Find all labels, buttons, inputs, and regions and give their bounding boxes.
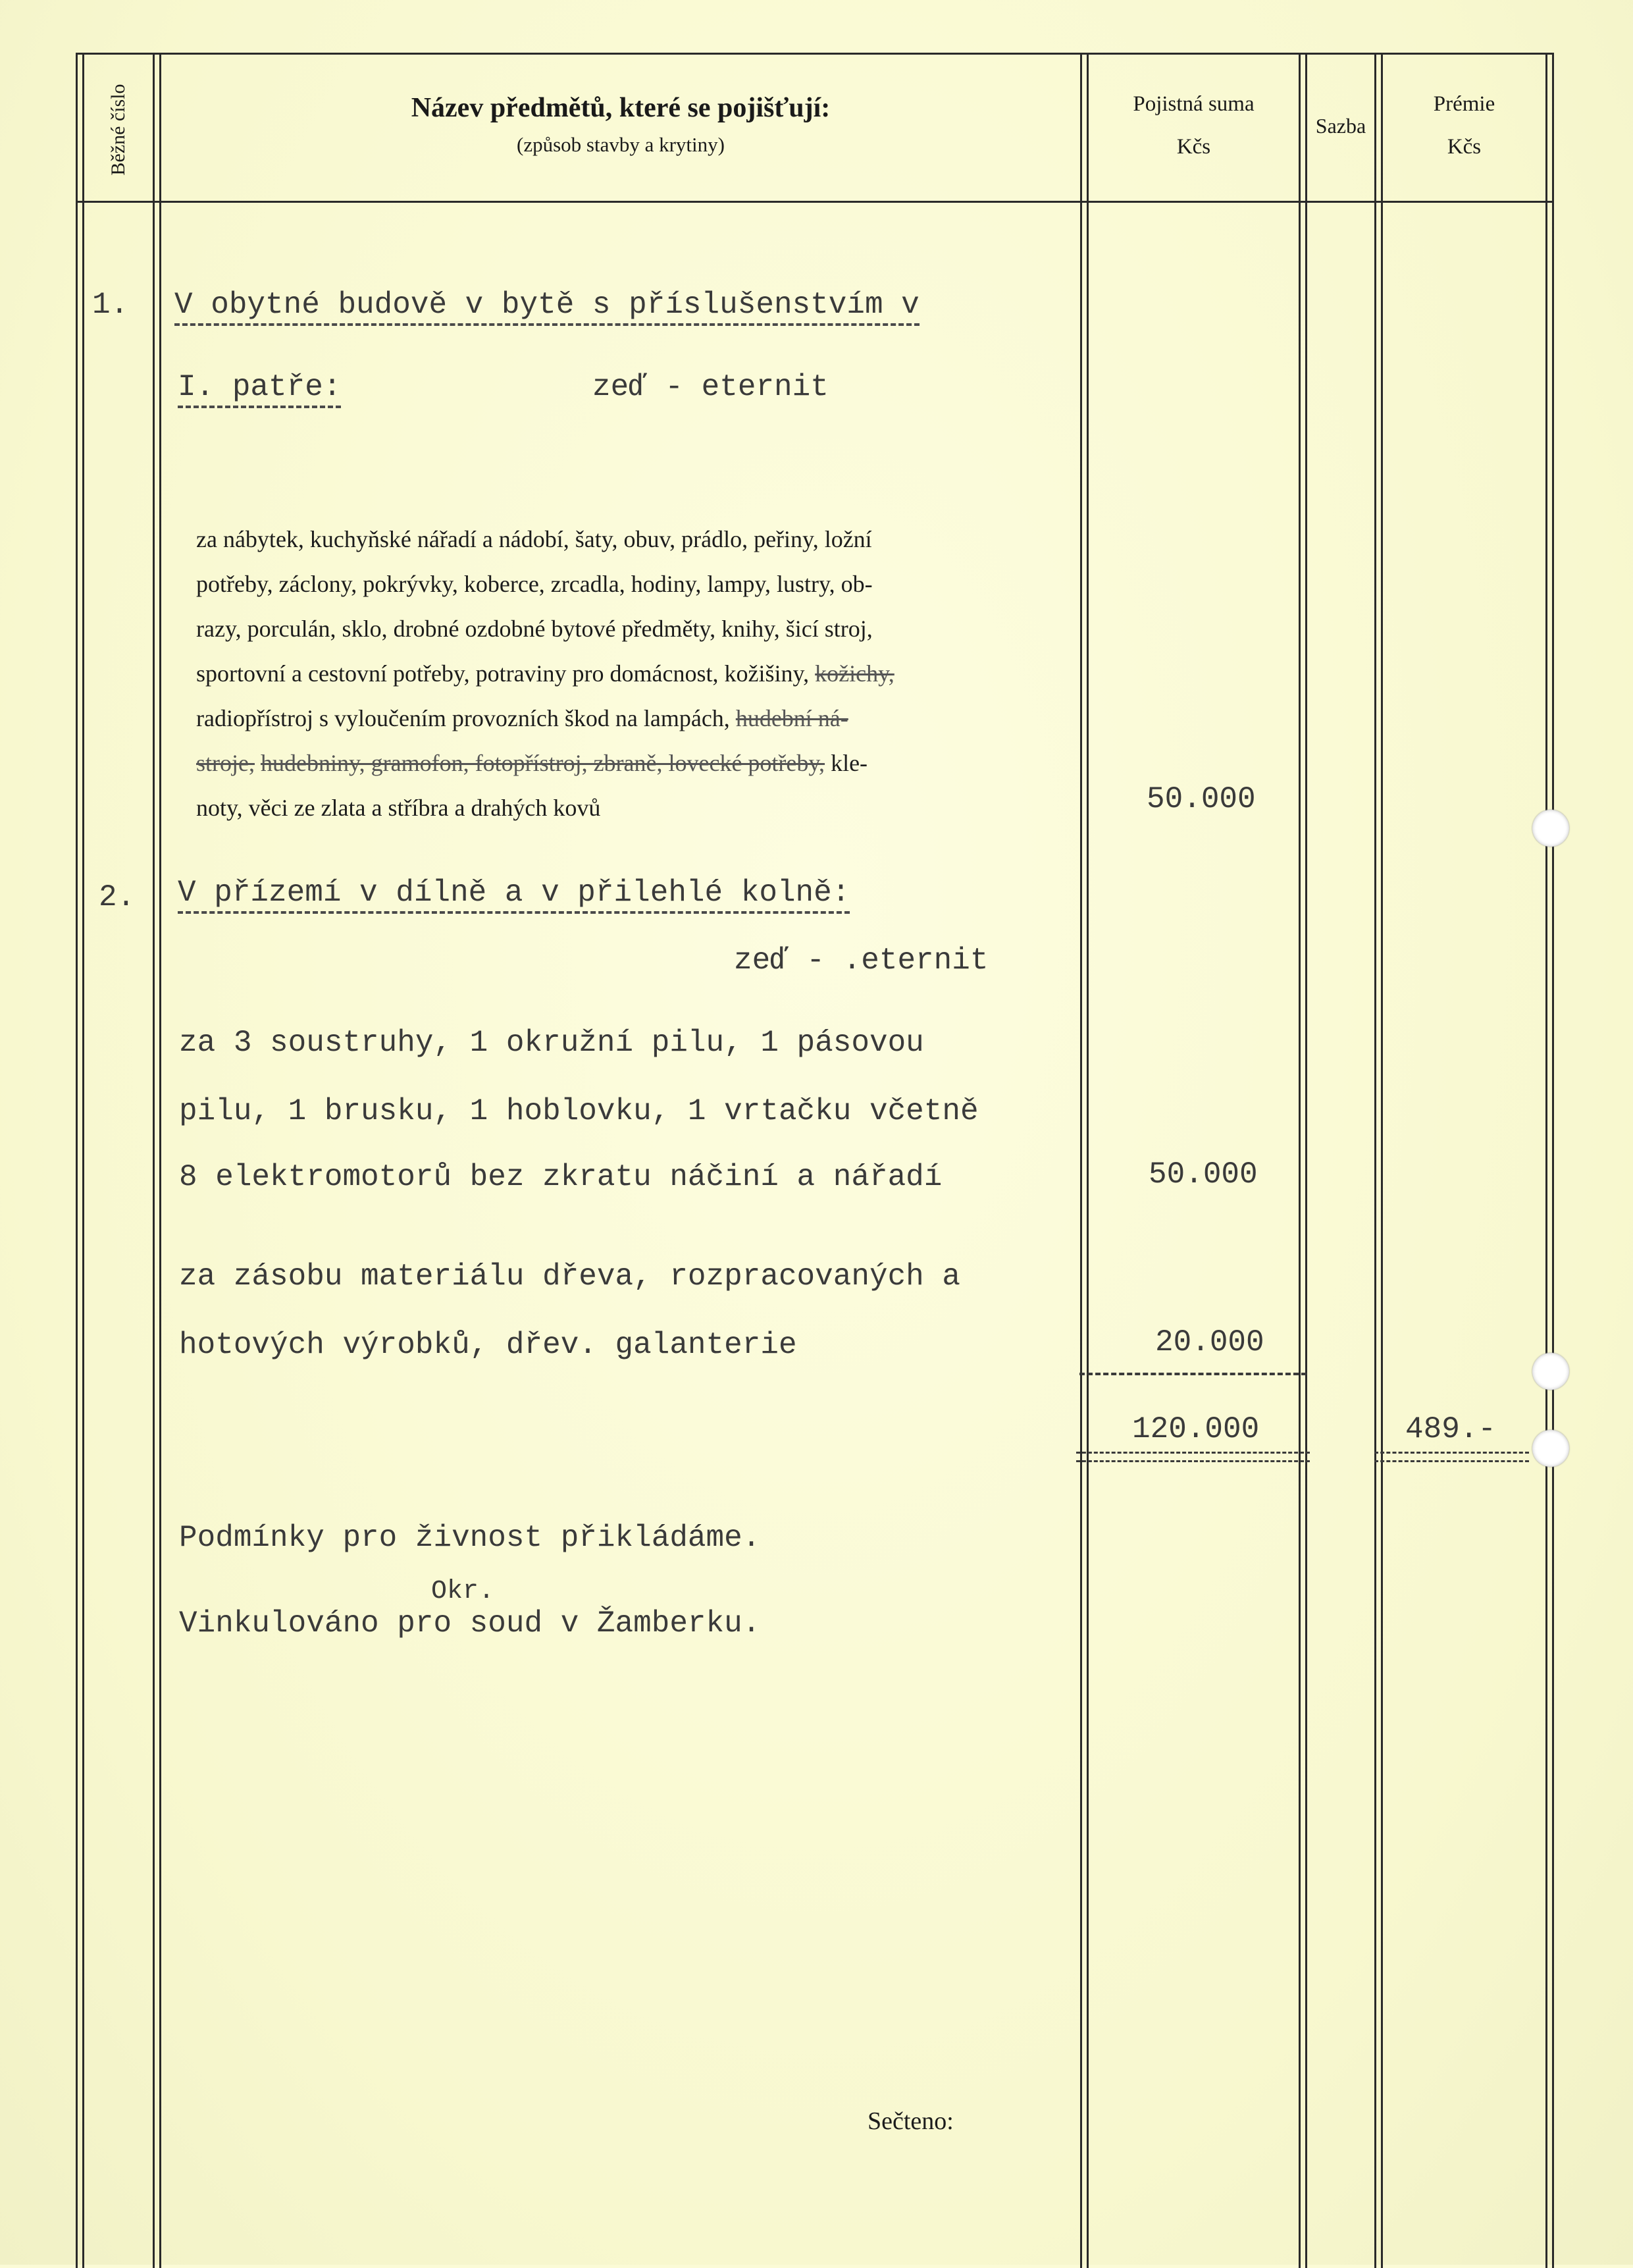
total-premium-double-rule	[1374, 1452, 1529, 1462]
item-1-struck-2: hudební ná-	[735, 705, 848, 731]
punch-hole-3	[1532, 1430, 1569, 1467]
divider-premium-a	[1374, 53, 1376, 2268]
item-1-line-1: za nábytek, kuchyňské nářadí a nádobí, šaty, obuv, prádlo, peřiny, ložní	[196, 526, 872, 552]
header-premium-label: Prémie	[1433, 92, 1495, 116]
divider-number-b	[159, 53, 161, 2268]
item-2-number: 2.	[99, 880, 136, 914]
total-premium: 489.-	[1405, 1412, 1497, 1446]
header-name-title: Název předmětů, které se pojišťují:	[411, 93, 831, 123]
item-2-line-b2: hotových výrobků, dřev. galanterie	[179, 1328, 797, 1362]
total-sum-double-rule	[1076, 1452, 1310, 1462]
note-conditions: Podmínky pro živnost přikládáme.	[179, 1521, 761, 1555]
subtotal-rule	[1079, 1373, 1307, 1375]
border-top	[76, 53, 1554, 55]
item-1-number: 1.	[92, 288, 129, 322]
item-1-floor: I. patře:	[178, 370, 341, 408]
item-1-struck-1: kožichy,	[815, 660, 894, 687]
item-1-line-4-text: sportovní a cestovní potřeby, potraviny pro domácnost, kožišiny,	[196, 660, 810, 687]
total-sum: 120.000	[1132, 1412, 1260, 1446]
footer-summed: Sečteno:	[868, 2107, 954, 2135]
header-sum	[1089, 92, 1299, 159]
header-name	[161, 92, 1080, 157]
item-1-heading: V obytné budově v bytě s příslušenstvím v	[174, 288, 920, 326]
item-1-line-6-end: kle-	[831, 750, 868, 776]
item-1-line-6-text: hudebniny, gramofon, fotopřístroj, zbraně, lovecké potřeby,	[260, 750, 825, 776]
item-1-sum: 50.000	[1147, 782, 1256, 816]
divider-sum-b	[1087, 53, 1089, 2268]
item-2-heading: V přízemí v dílně a v přilehlé kolně:	[178, 876, 850, 914]
item-2-construction: zeď - .eternit	[734, 943, 989, 978]
header-name-subtitle: (způsob stavby a krytiny)	[517, 133, 725, 156]
item-1-line-5-text: radiopřístroj s vyloučením provozních škod na lampách,	[196, 705, 730, 731]
header-sum-unit: Kčs	[1176, 135, 1211, 159]
header-bottom-line	[76, 201, 1554, 203]
header-premium	[1383, 92, 1545, 159]
note-handwritten-insert: Okr.	[431, 1577, 495, 1606]
item-1-line-7: noty, věci ze zlata a stříbra a drahých kovů	[196, 795, 601, 821]
divider-premium-b	[1381, 53, 1383, 2268]
border-left-outer	[76, 53, 78, 2268]
header-premium-unit: Kčs	[1447, 135, 1482, 159]
header-sum-label: Pojistná suma	[1133, 92, 1255, 116]
item-2-line-a1: za 3 soustruhy, 1 okružní pilu, 1 pásovou	[179, 1026, 924, 1060]
item-2-line-a2: pilu, 1 brusku, 1 hoblovku, 1 vrtačku včetně	[179, 1094, 979, 1128]
item-2-line-a3: 8 elektromotorů bez zkratu náčiní a nářadí	[179, 1160, 943, 1194]
divider-number-a	[153, 53, 155, 2268]
header-number-label: Běžné číslo	[107, 84, 129, 176]
border-right-a	[1545, 53, 1547, 2268]
item-1-line-2: potřeby, záclony, pokrývky, koberce, zrcadla, hodiny, lampy, lustry, ob-	[196, 571, 873, 597]
divider-rate-a	[1299, 53, 1301, 2268]
divider-rate-b	[1305, 53, 1307, 2268]
item-2-sum-a: 50.000	[1149, 1157, 1258, 1192]
item-1-line-4	[196, 660, 894, 687]
header-number	[84, 63, 153, 198]
item-1-line-5	[196, 704, 848, 732]
item-2-line-b1: za zásobu materiálu dřeva, rozpracovaných a	[179, 1259, 960, 1294]
header-rate-label: Sazba	[1315, 114, 1366, 138]
header-rate	[1307, 114, 1374, 138]
punch-hole-2	[1532, 1353, 1569, 1390]
divider-sum-a	[1080, 53, 1082, 2268]
item-1-line-3: razy, porculán, sklo, drobné ozdobné bytové předměty, knihy, šicí stroj,	[196, 616, 873, 642]
item-1-line-6	[196, 749, 868, 777]
punch-hole-1	[1532, 810, 1569, 847]
border-right-b	[1552, 53, 1554, 2268]
border-left-inner	[82, 53, 84, 2268]
item-1-construction: zeď - eternit	[592, 370, 829, 404]
item-2-sum-b: 20.000	[1155, 1325, 1264, 1359]
item-1-struck-3: stroje,	[196, 750, 255, 776]
note-vinculation: Vinkulováno pro soud v Žamberku.	[179, 1606, 761, 1641]
